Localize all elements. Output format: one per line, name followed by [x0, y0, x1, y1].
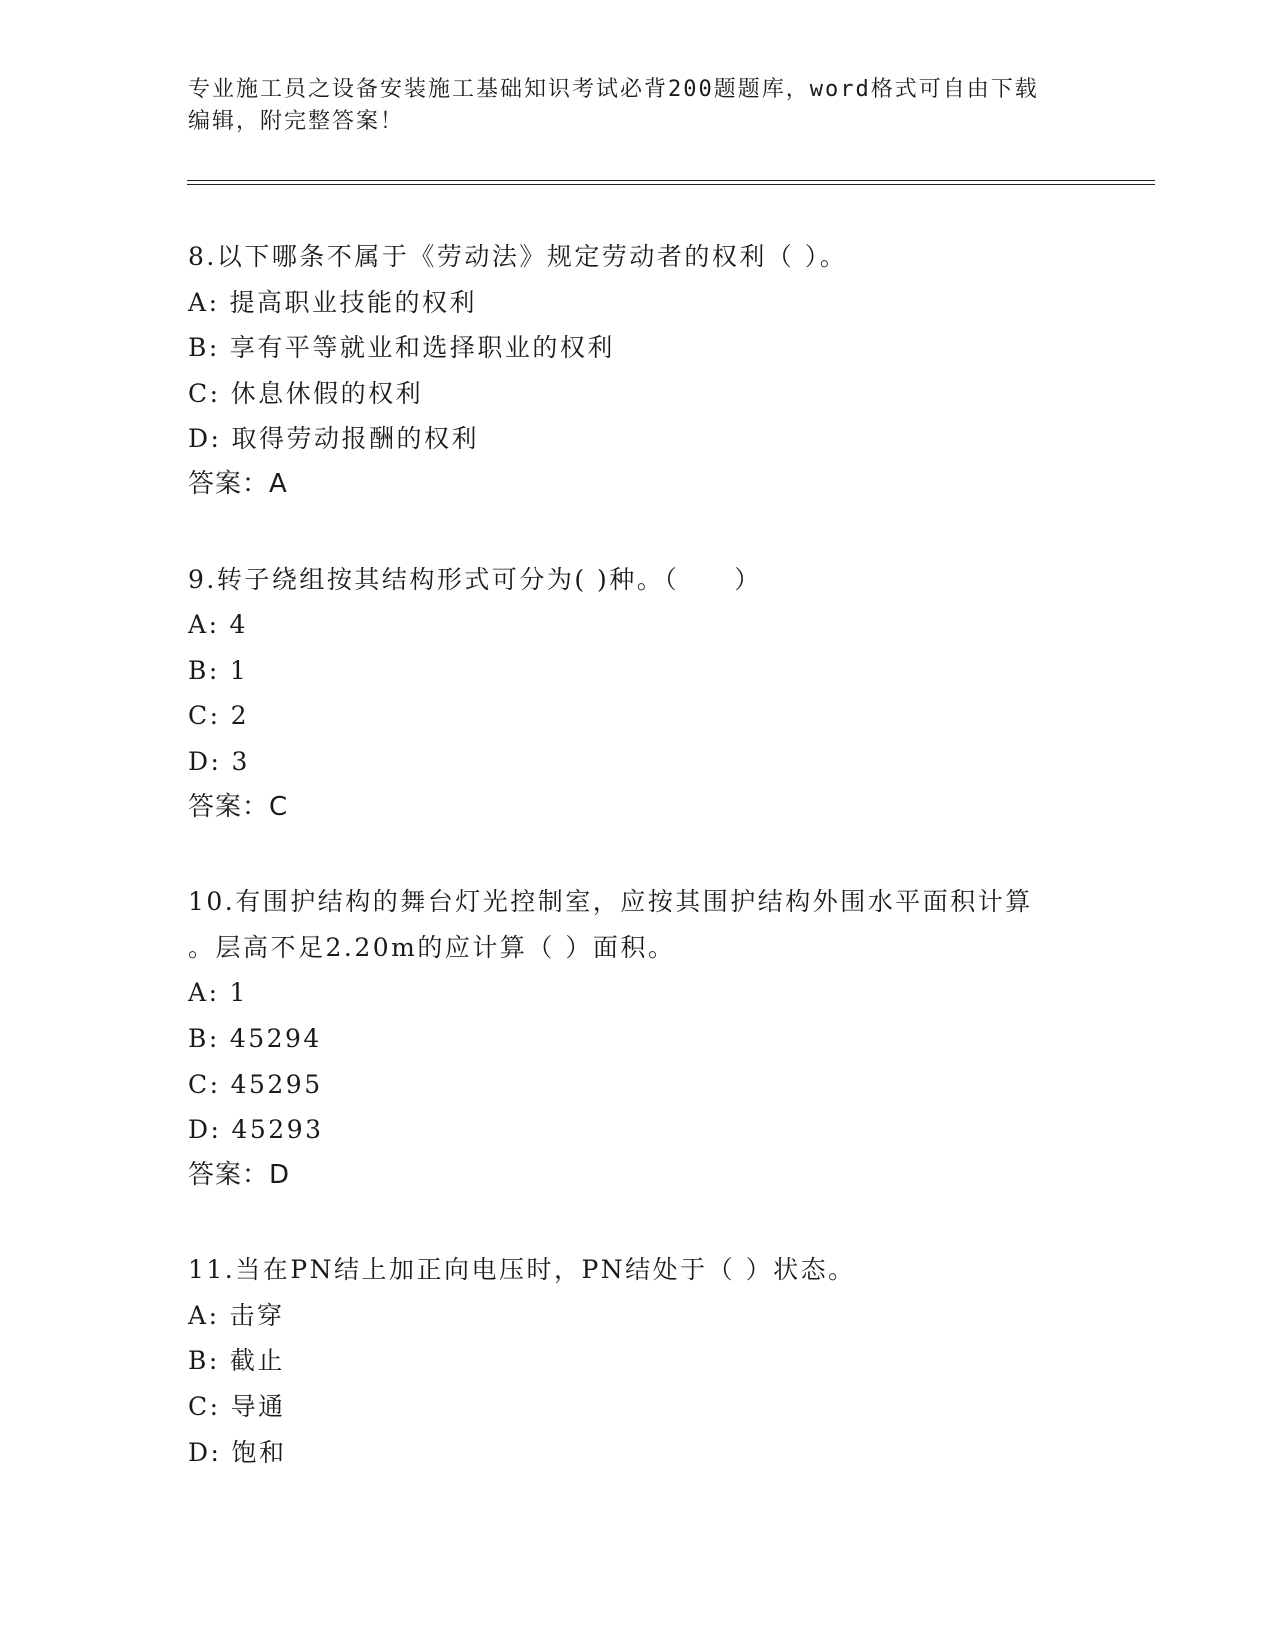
document-header: [188, 74, 1088, 138]
question-stem: 9.转子绕组按其结构形式可分为( )种。（ ）: [188, 564, 762, 594]
option-c: [188, 1062, 1088, 1108]
option-separator: :: [210, 746, 222, 776]
option-text: 休息休假的权利: [230, 378, 424, 408]
question-10: [188, 879, 1088, 1198]
option-b: [188, 1016, 1088, 1062]
option-separator: :: [208, 1300, 220, 1330]
option-letter: A: [188, 287, 209, 317]
option-letter: A: [188, 1300, 209, 1330]
option-d: [188, 416, 1088, 462]
option-letter: D: [188, 1437, 211, 1467]
option-text: 取得劳动报酬的权利: [231, 424, 479, 454]
option-letter: D: [188, 424, 211, 454]
question-9: [188, 557, 1088, 831]
option-letter: D: [188, 746, 211, 776]
option-text: 截止: [229, 1346, 285, 1376]
option-letter: A: [188, 978, 209, 1008]
header-divider-bottom: [187, 184, 1155, 185]
option-separator: :: [208, 287, 220, 317]
option-a: [188, 1293, 1088, 1339]
option-text: 45293: [231, 1115, 324, 1145]
option-b: [188, 325, 1088, 371]
option-text: 4: [229, 610, 248, 640]
option-text: 45294: [229, 1023, 322, 1053]
option-text: 导通: [230, 1392, 286, 1422]
option-b: [188, 1338, 1088, 1384]
option-letter: C: [188, 1392, 210, 1422]
option-c: [188, 371, 1088, 417]
option-separator: :: [208, 978, 220, 1008]
option-letter: B: [188, 1346, 209, 1376]
question-stem-line-2: 。层高不足2.20m的应计算（ ）面积。: [188, 932, 676, 962]
option-letter: A: [188, 610, 209, 640]
question-list: [188, 234, 1088, 1524]
option-text: 击穿: [229, 1300, 285, 1330]
header-line-2: 编辑，附完整答案！: [188, 109, 405, 134]
option-text: 1: [229, 978, 248, 1008]
option-separator: :: [209, 1392, 221, 1422]
option-separator: :: [208, 1346, 220, 1376]
option-separator: :: [209, 378, 221, 408]
option-letter: B: [188, 1023, 209, 1053]
option-separator: :: [208, 655, 220, 685]
option-d: [188, 1107, 1088, 1153]
option-separator: :: [208, 610, 220, 640]
question-11: [188, 1247, 1088, 1475]
option-a: [188, 970, 1088, 1016]
option-separator: :: [208, 333, 220, 363]
option-letter: C: [188, 1069, 210, 1099]
answer-line: 答案：C: [188, 791, 289, 822]
question-stem-line-1: 10.有围护结构的舞台灯光控制室，应按其围护结构外围水平面积计算: [188, 887, 1033, 917]
option-text: 提高职业技能的权利: [229, 287, 478, 317]
option-separator: :: [209, 701, 221, 731]
option-a: [188, 602, 1088, 648]
option-text: 1: [229, 655, 249, 685]
header-divider-top: [187, 180, 1155, 181]
option-separator: :: [210, 424, 222, 454]
option-separator: :: [210, 1115, 222, 1145]
option-a: [188, 280, 1088, 326]
option-d: [188, 1430, 1088, 1476]
answer-line: 答案：A: [188, 468, 288, 499]
option-text: 2: [230, 701, 249, 731]
option-letter: C: [188, 378, 210, 408]
option-letter: B: [188, 333, 209, 363]
question-8: [188, 234, 1088, 508]
option-c: [188, 693, 1088, 739]
option-text: 饱和: [231, 1437, 287, 1467]
option-text: 享有平等就业和选择职业的权利: [229, 333, 615, 363]
option-separator: :: [208, 1023, 220, 1053]
option-d: [188, 739, 1088, 785]
option-text: 3: [231, 746, 250, 776]
option-separator: :: [210, 1437, 222, 1467]
question-stem: 8.以下哪条不属于《劳动法》规定劳动者的权利（ ）。: [188, 242, 848, 271]
option-letter: B: [188, 655, 209, 685]
answer-line: 答案：D: [188, 1159, 291, 1190]
question-stem: 11.当在PN结上加正向电压时，PN结处于（ ）状态。: [188, 1255, 856, 1285]
option-separator: :: [209, 1069, 221, 1099]
option-c: [188, 1384, 1088, 1430]
header-line-1: 专业施工员之设备安装施工基础知识考试必背200题题库，word格式可自由下载: [188, 77, 1039, 102]
option-letter: C: [188, 701, 210, 731]
option-letter: D: [188, 1115, 211, 1145]
option-text: 45295: [230, 1069, 323, 1099]
option-b: [188, 648, 1088, 694]
